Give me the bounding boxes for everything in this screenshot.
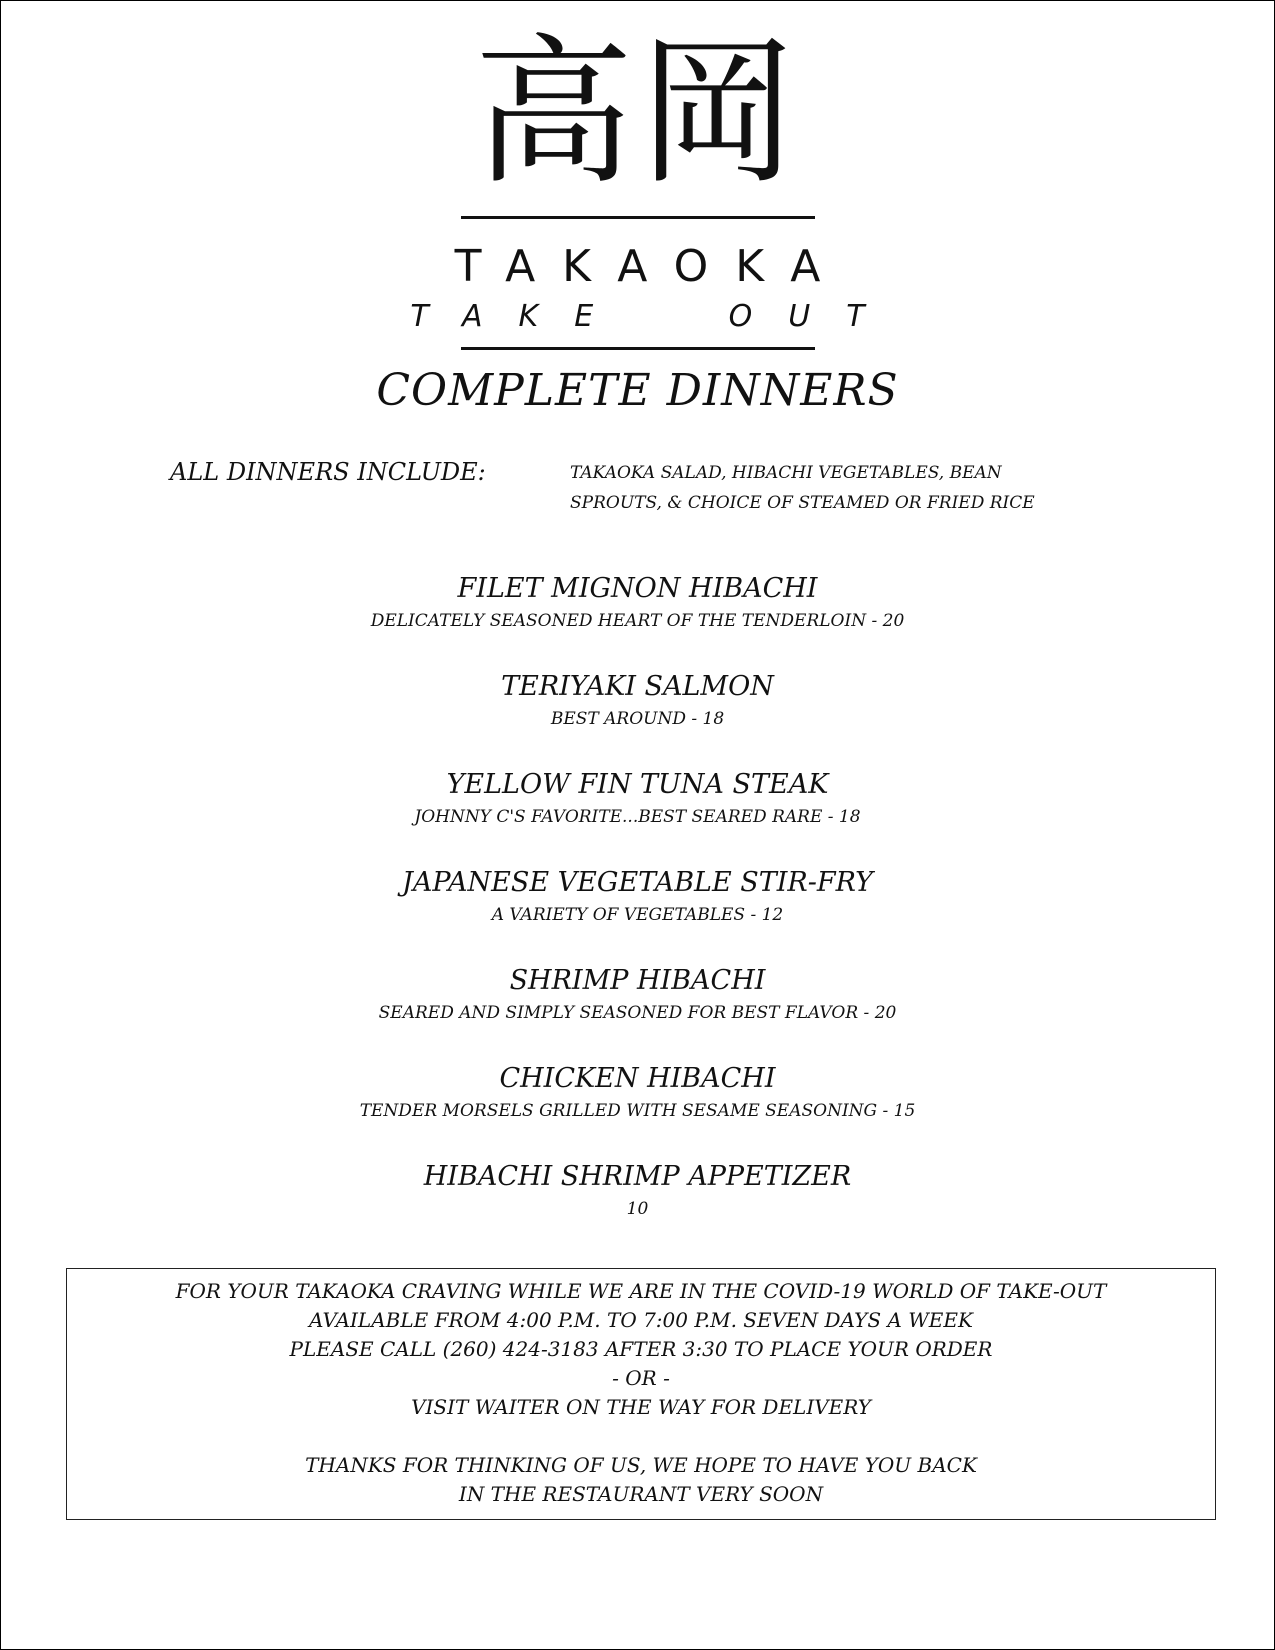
logo-subtitle: TAKE OUT <box>410 299 901 334</box>
dish-name: HIBACHI SHRIMP APPETIZER <box>423 1161 852 1192</box>
dish-item <box>0 570 1275 668</box>
dish-description: 10 <box>626 1199 649 1219</box>
dish-description: JOHNNY C'S FAVORITE...BEST SEARED RARE - 18 <box>414 807 861 827</box>
dish-item <box>0 864 1275 962</box>
notice-line: THANKS FOR THINKING OF US, WE HOPE TO HAVE YOU BACK <box>305 1453 977 1477</box>
notice-phone-line: PLEASE CALL (260) 424-3183 AFTER 3:30 TO PLACE YOUR ORDER <box>289 1337 993 1361</box>
dish-item <box>0 962 1275 1060</box>
restaurant-logo <box>0 19 1275 350</box>
dish-description: DELICATELY SEASONED HEART OF THE TENDERLOIN - 20 <box>370 611 905 631</box>
dish-name: TERIYAKI SALMON <box>501 671 774 702</box>
logo-kanji: 高岡 <box>473 19 802 206</box>
notice-line: VISIT WAITER ON THE WAY FOR DELIVERY <box>411 1395 871 1419</box>
dish-description: SEARED AND SIMPLY SEASONED FOR BEST FLAVOR - 20 <box>378 1003 897 1023</box>
dish-name: YELLOW FIN TUNA STEAK <box>446 769 829 800</box>
logo-top-rule <box>461 216 815 219</box>
menu-title: COMPLETE DINNERS <box>376 365 899 416</box>
dish-description: BEST AROUND - 18 <box>550 709 725 729</box>
dish-name: FILET MIGNON HIBACHI <box>457 573 818 604</box>
notice-line: - OR - <box>612 1366 670 1390</box>
dish-item <box>0 668 1275 766</box>
dish-item <box>0 1158 1275 1256</box>
notice-line: FOR YOUR TAKAOKA CRAVING WHILE WE ARE IN THE COVID-19 WORLD OF TAKE-OUT <box>175 1279 1107 1303</box>
dish-description: A VARIETY OF VEGETABLES - 12 <box>491 905 784 925</box>
dish-name: CHICKEN HIBACHI <box>499 1063 776 1094</box>
logo-name: TAKAOKA <box>454 241 848 292</box>
dish-item <box>0 1060 1275 1158</box>
includes-section <box>170 458 1110 518</box>
includes-label: ALL DINNERS INCLUDE: <box>170 458 486 486</box>
dish-name: JAPANESE VEGETABLE STIR-FRY <box>402 867 873 898</box>
dish-item <box>0 766 1275 864</box>
dish-description: TENDER MORSELS GRILLED WITH SESAME SEASONING - 15 <box>359 1101 916 1121</box>
takeout-notice-box <box>66 1268 1216 1520</box>
dish-list <box>0 570 1275 1256</box>
dish-name: SHRIMP HIBACHI <box>509 965 766 996</box>
notice-spacer <box>67 1422 1215 1451</box>
logo-bottom-rule <box>461 347 815 350</box>
includes-text: TAKAOKA SALAD, HIBACHI VEGETABLES, BEAN SPROUTS, & CHOICE OF STEAMED OR FRIED RICE <box>570 463 1035 513</box>
notice-line: AVAILABLE FROM 4:00 P.M. TO 7:00 P.M. SEVEN DAYS A WEEK <box>309 1308 973 1332</box>
notice-line: IN THE RESTAURANT VERY SOON <box>458 1482 824 1506</box>
